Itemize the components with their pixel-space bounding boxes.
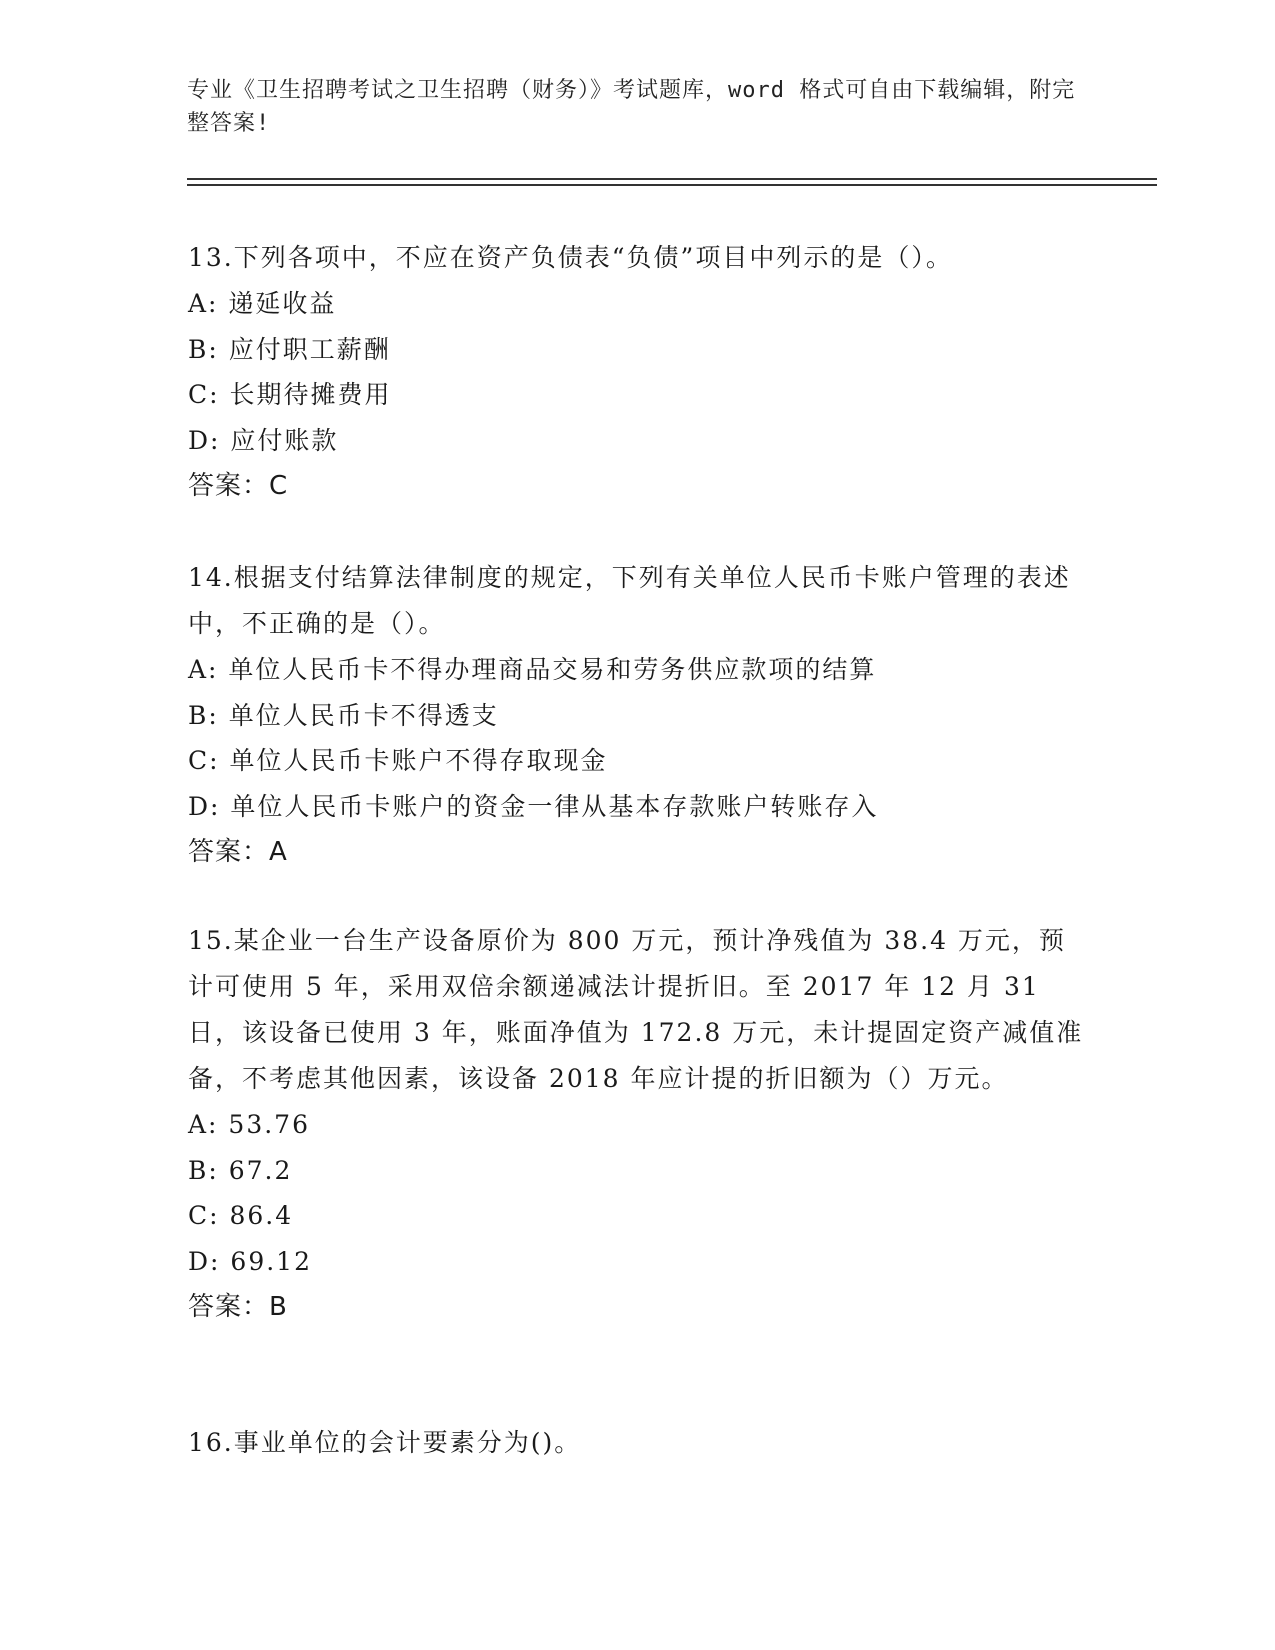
option-d: D: 应付账款: [188, 425, 339, 455]
question-13: [188, 235, 1088, 509]
question-16: [188, 1420, 1088, 1466]
answer: 答案：B: [188, 1292, 288, 1322]
header-rule-bottom: [187, 184, 1157, 186]
option-a: A: 53.76: [188, 1110, 310, 1139]
option-a: A: 单位人民币卡不得办理商品交易和劳务供应款项的结算: [188, 655, 877, 684]
question-15: [188, 918, 1088, 1330]
answer: 答案：A: [188, 837, 288, 867]
option-b: B: 单位人民币卡不得透支: [188, 700, 499, 730]
question-stem: 14.根据支付结算法律制度的规定，下列有关单位人民币卡账户管理的表述中，不正确的是（）。: [188, 563, 1071, 638]
option-a: A: 递延收益: [188, 289, 337, 318]
option-b: B: 67.2: [188, 1155, 293, 1185]
question-stem: 16.事业单位的会计要素分为()。: [188, 1428, 582, 1457]
option-d: D: 单位人民币卡账户的资金一律从基本存款账户转账存入: [188, 791, 879, 821]
question-14: [188, 555, 1088, 875]
option-d: D: 69.12: [188, 1246, 312, 1276]
answer: 答案：C: [188, 471, 289, 501]
option-b: B: 应付职工薪酬: [188, 334, 391, 364]
header-rule-top: [187, 178, 1157, 180]
option-c: C: 86.4: [188, 1201, 294, 1230]
question-stem: 15.某企业一台生产设备原价为 800 万元，预计净残值为 38.4 万元，预计可使用 5 年，采用双倍余额递减法计提折旧。至 2017 年 12 月 31 日，该设备已使用 3 年，账面净值为 172.8 万元，未计提固定资产减值准备，不考虑其他因素，该设备 2018 年应计提的折旧额为（）万元。: [188, 926, 1084, 1093]
document-header: 专业《卫生招聘考试之卫生招聘（财务）》考试题库，word 格式可自由下载编辑，附完整答案!: [187, 78, 1076, 136]
question-stem: 13.下列各项中，不应在资产负债表“负债”项目中列示的是（）。: [188, 243, 953, 272]
option-c: C: 长期待摊费用: [188, 380, 392, 409]
option-c: C: 单位人民币卡账户不得存取现金: [188, 746, 608, 775]
